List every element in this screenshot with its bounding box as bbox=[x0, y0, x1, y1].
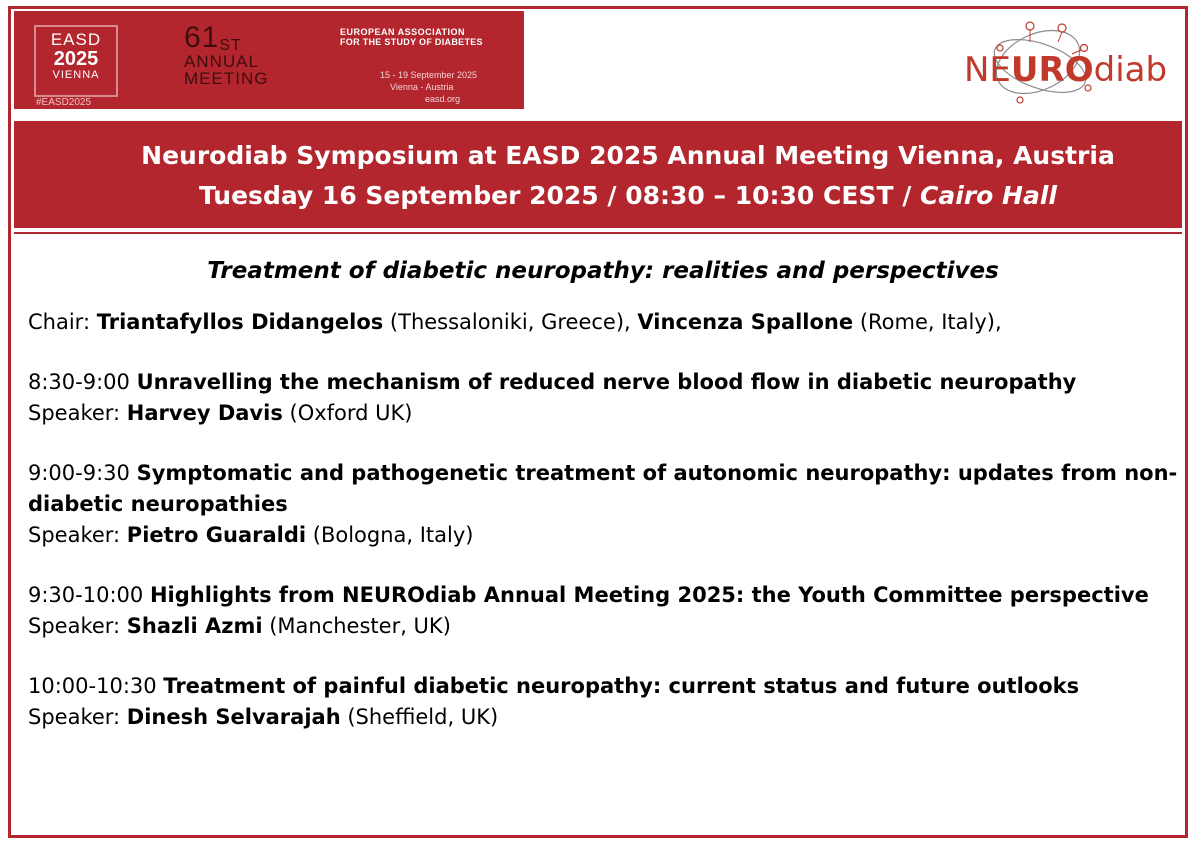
session-heading bbox=[28, 671, 1178, 702]
easd-logo bbox=[34, 25, 118, 97]
easd-hashtag: #EASD2025 bbox=[36, 97, 92, 108]
session-title: Treatment of painful diabetic neuropathy: current status and future outlooks bbox=[163, 674, 1080, 698]
session-item bbox=[28, 580, 1178, 642]
speaker-label: Speaker: bbox=[28, 614, 127, 638]
program bbox=[28, 256, 1178, 762]
session-speaker-line bbox=[28, 398, 1178, 429]
speaker-label: Speaker: bbox=[28, 523, 127, 547]
speaker-name: Pietro Guaraldi bbox=[126, 523, 307, 547]
symposium-date-time bbox=[14, 181, 1182, 210]
association-text bbox=[340, 27, 483, 104]
chair-line bbox=[28, 307, 1178, 338]
easd-logo-city: VIENNA bbox=[52, 69, 100, 81]
speaker-label: Speaker: bbox=[28, 705, 127, 729]
chair1-place: (Thessaloniki, Greece), bbox=[383, 310, 638, 334]
session-speaker-line bbox=[28, 702, 1178, 733]
speaker-label: Speaker: bbox=[28, 401, 127, 425]
session-speaker-line bbox=[28, 520, 1178, 551]
meeting-dates-block bbox=[380, 69, 520, 105]
session-title: Unravelling the mechanism of reduced nerve blood flow in diabetic neuropathy bbox=[136, 370, 1077, 394]
easd-banner bbox=[14, 11, 524, 109]
neurodiab-logo-ne: NE bbox=[964, 50, 1011, 90]
divider bbox=[14, 232, 1182, 234]
assoc-line1: EUROPEAN ASSOCIATION bbox=[340, 27, 466, 37]
session-title: Highlights from NEUROdiab Annual Meeting 2025: the Youth Committee perspective bbox=[149, 583, 1149, 607]
easd-logo-year: 2025 bbox=[53, 48, 99, 70]
session-item bbox=[28, 671, 1178, 733]
meeting-place: Vienna - Austria bbox=[390, 82, 454, 92]
chair2-name: Vincenza Spallone bbox=[637, 310, 854, 334]
speaker-place: (Sheffield, UK) bbox=[340, 705, 499, 729]
meeting-dates: 15 - 19 September 2025 bbox=[380, 70, 478, 80]
speaker-place: (Oxford UK) bbox=[282, 401, 413, 425]
session-time: 10:00-10:30 bbox=[28, 674, 164, 698]
symposium-hall: Cairo Hall bbox=[920, 181, 1057, 210]
speaker-name: Shazli Azmi bbox=[126, 614, 263, 638]
title-bar bbox=[14, 121, 1182, 228]
neurodiab-logo bbox=[964, 50, 1167, 90]
session-item bbox=[28, 367, 1178, 429]
ferris-wheel-icon bbox=[569, 23, 719, 109]
symposium-date: Tuesday 16 September 2025 / 08:30 – 10:30 CEST / bbox=[199, 181, 921, 210]
session-title: Symptomatic and pathogenetic treatment of autonomic neuropathy: updates from non-diabetic neuropathies bbox=[28, 461, 1178, 516]
session-time: 9:30-10:00 bbox=[28, 583, 150, 607]
easd-url: easd.org bbox=[425, 94, 461, 104]
meeting-suffix: ST bbox=[219, 37, 242, 54]
symposium-title: Neurodiab Symposium at EASD 2025 Annual Meeting Vienna, Austria bbox=[141, 141, 1115, 170]
meeting-label bbox=[184, 23, 268, 87]
speaker-place: (Bologna, Italy) bbox=[306, 523, 474, 547]
speaker-name: Dinesh Selvarajah bbox=[126, 705, 341, 729]
speaker-place: (Manchester, UK) bbox=[262, 614, 451, 638]
program-subtitle: Treatment of diabetic neuropathy: realities and perspectives bbox=[207, 258, 999, 284]
session-speaker-line bbox=[28, 611, 1178, 642]
meeting-meeting: MEETING bbox=[184, 69, 269, 88]
chair-label: Chair: bbox=[28, 310, 97, 334]
session-time: 8:30-9:00 bbox=[28, 370, 137, 394]
chair1-name: Triantafyllos Didangelos bbox=[96, 310, 384, 334]
meeting-number: 61 bbox=[184, 21, 220, 54]
session-heading bbox=[28, 580, 1178, 611]
meeting-annual: ANNUAL bbox=[184, 52, 259, 71]
session-time: 9:00-9:30 bbox=[28, 461, 137, 485]
chair2-place: (Rome, Italy), bbox=[853, 310, 1002, 334]
session-item bbox=[28, 458, 1178, 551]
speaker-name: Harvey Davis bbox=[126, 401, 283, 425]
neurodiab-logo-uro: URO bbox=[1010, 50, 1094, 90]
neurodiab-logo-diab: diab bbox=[1093, 50, 1168, 90]
assoc-line2: FOR THE STUDY OF DIABETES bbox=[340, 37, 483, 47]
session-heading bbox=[28, 367, 1178, 398]
easd-logo-text: EASD bbox=[50, 30, 102, 49]
session-heading bbox=[28, 458, 1178, 520]
